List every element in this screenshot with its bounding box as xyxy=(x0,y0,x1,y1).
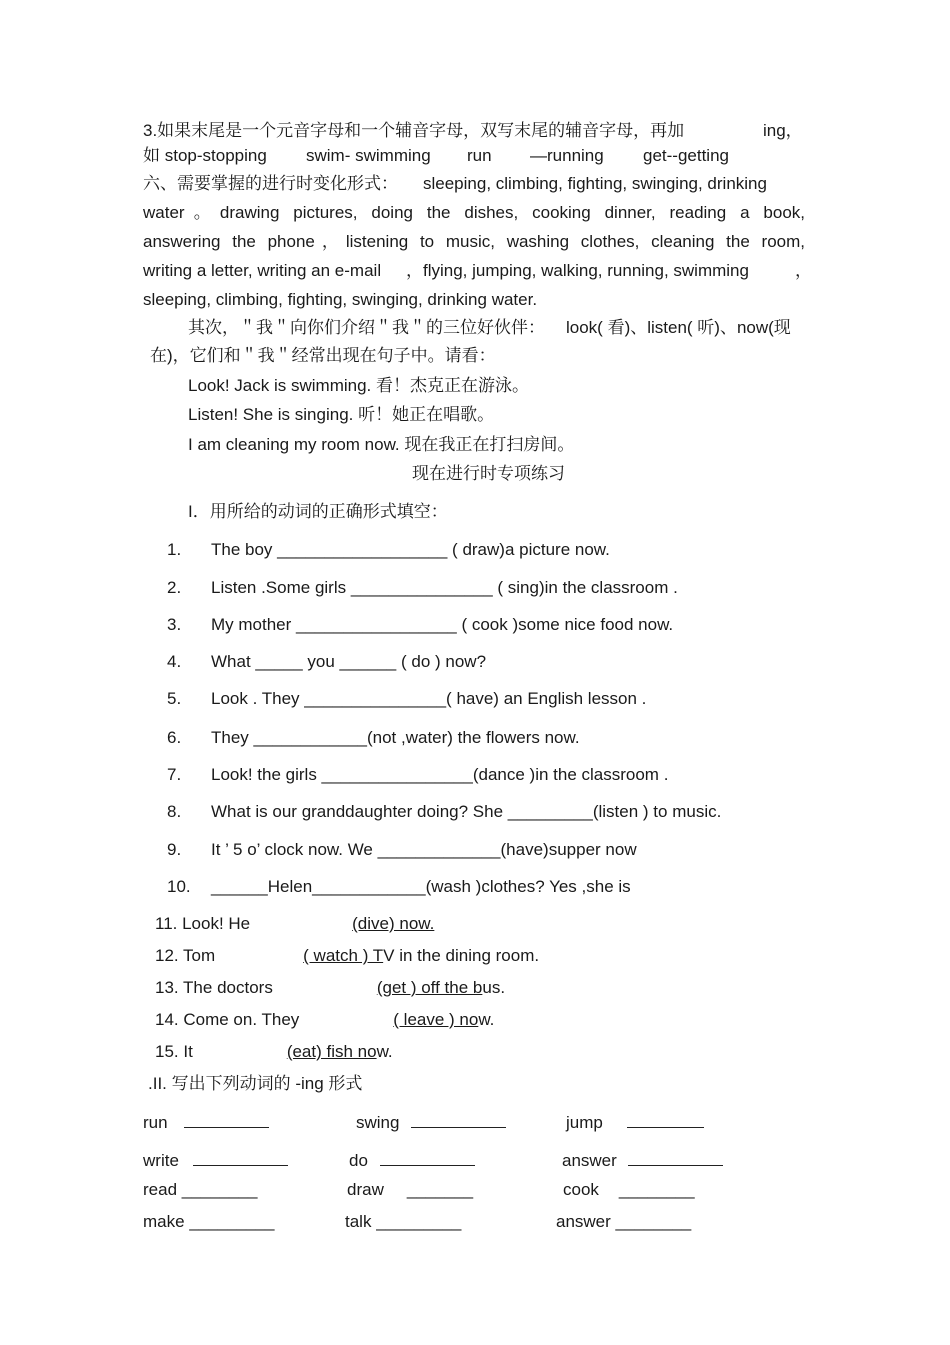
item-suffix: us. xyxy=(482,978,506,997)
exercise-item xyxy=(167,651,486,673)
item-text: It ’ 5 o’ clock now. We _____________(have)supper now xyxy=(211,840,637,859)
answer-blank[interactable]: _________ xyxy=(189,1212,275,1231)
exercise-item xyxy=(155,1009,494,1031)
word-write xyxy=(143,1149,288,1172)
word-draw xyxy=(347,1179,473,1201)
word-make xyxy=(143,1211,274,1233)
answer-blank[interactable]: ________ xyxy=(615,1212,692,1231)
item-answer-line xyxy=(305,978,483,997)
section-six-line-4c: ， xyxy=(795,261,812,280)
word-label: run xyxy=(143,1113,168,1132)
answer-blank[interactable]: ________ xyxy=(618,1180,695,1199)
exercise-item xyxy=(155,913,448,935)
rule3-example-run: run xyxy=(467,146,492,165)
rule3-example-swim: swim- swimming xyxy=(306,146,431,165)
item-number: 8. xyxy=(167,802,182,821)
word-label: answer xyxy=(556,1212,611,1231)
section-six-line-1: sleeping, climbing, fighting, swinging, drinking xyxy=(423,174,767,193)
item-underlined: (get ) off the b xyxy=(376,978,483,997)
exercise-item xyxy=(167,614,673,636)
section-six-label: 六、需要掌握的进行时变化形式： xyxy=(143,174,398,193)
item-number: 6. xyxy=(167,728,182,747)
item-number: 9. xyxy=(167,840,182,859)
item-text: The boy __________________ ( draw)a picture now. xyxy=(211,540,610,559)
item-number: 10. xyxy=(167,877,191,896)
item-suffix: V in the dining room. xyxy=(383,946,540,965)
answer-blank[interactable] xyxy=(628,1149,723,1166)
section-six-line-4b: ，flying, jumping, walking, running, swimming xyxy=(406,261,749,280)
exercise-item xyxy=(155,977,505,999)
word-answer-2 xyxy=(556,1211,691,1233)
word-read xyxy=(143,1179,257,1201)
exercise-item xyxy=(155,945,539,967)
item-answer-line xyxy=(231,946,383,965)
answer-blank[interactable] xyxy=(627,1111,704,1128)
answer-blank[interactable] xyxy=(380,1149,475,1166)
partners-line-c: 在)，它们和＂我＂经常出现在句子中。请看： xyxy=(150,346,496,365)
item-prefix: 13. The doctors xyxy=(155,978,273,997)
item-answer-line xyxy=(321,1010,478,1029)
item-text: They ____________(not ,water) the flowers now. xyxy=(211,728,580,747)
example-look: Look! Jack is swimming. 看！杰克正在游泳。 xyxy=(188,376,529,395)
exercise-item xyxy=(167,577,678,599)
word-label: read xyxy=(143,1180,178,1199)
word-label: draw xyxy=(347,1180,384,1199)
exercise-item xyxy=(167,539,610,561)
section-six-line-2: water。drawing pictures, doing the dishes, cooking dinner, reading a book, xyxy=(143,203,805,222)
word-label: jump xyxy=(566,1113,603,1132)
item-prefix: 14. Come on. They xyxy=(155,1010,300,1029)
item-underlined: ( watch ) T xyxy=(303,946,384,965)
word-answer xyxy=(562,1149,723,1172)
word-label: swing xyxy=(356,1113,400,1132)
rule3-text: 3.如果末尾是一个元音字母和一个辅音字母，双写末尾的辅音字母，再加 xyxy=(143,121,685,140)
item-prefix: 15. It xyxy=(155,1042,193,1061)
item-number: 5. xyxy=(167,689,182,708)
exercise-item xyxy=(155,1041,393,1063)
exercise-item xyxy=(167,727,580,749)
item-number: 1. xyxy=(167,540,182,559)
section2-heading: .II. 写出下列动词的 -ing 形式 xyxy=(148,1074,363,1093)
item-answer-line xyxy=(231,1042,377,1061)
rule3-example-running: —running xyxy=(530,146,604,165)
exercise-item xyxy=(167,764,668,786)
example-now: I am cleaning my room now. 现在我正在打扫房间。 xyxy=(188,435,575,454)
exercise-item xyxy=(167,801,721,823)
word-label: answer xyxy=(562,1151,617,1170)
word-label: talk xyxy=(345,1212,372,1231)
answer-blank[interactable]: ________ xyxy=(181,1180,258,1199)
item-prefix: 11. Look! He xyxy=(155,914,251,933)
rule3-ing: ing， xyxy=(763,121,803,140)
answer-blank[interactable]: _________ xyxy=(376,1212,462,1231)
word-swing xyxy=(356,1111,506,1134)
word-do xyxy=(349,1149,475,1172)
item-text: Look! the girls ________________(dance )in the classroom . xyxy=(211,765,669,784)
section-six-line-4a: writing a letter, writing an e-mail xyxy=(143,261,382,280)
word-cook xyxy=(563,1179,695,1201)
answer-blank[interactable]: _______ xyxy=(406,1180,474,1199)
item-underlined: (dive) now. xyxy=(352,914,435,933)
item-text: My mother _________________ ( cook )some nice food now. xyxy=(211,615,674,634)
exercise-item xyxy=(167,839,637,861)
item-text: What _____ you ______ ( do ) now? xyxy=(211,652,487,671)
answer-blank[interactable] xyxy=(184,1111,269,1128)
example-listen: Listen! She is singing. 听！她正在唱歌。 xyxy=(188,405,495,424)
exercise-item xyxy=(167,688,646,710)
section-six-line-3: answering the phone，listening to music, washing clothes, cleaning the room, xyxy=(143,232,805,251)
answer-blank[interactable] xyxy=(193,1149,288,1166)
item-number: 7. xyxy=(167,765,182,784)
page-title: 现在进行时专项练习 xyxy=(412,464,565,483)
item-text: ______Helen____________(wash )clothes? Yes ,she is xyxy=(211,877,631,896)
word-label: write xyxy=(143,1151,179,1170)
answer-blank[interactable] xyxy=(411,1111,506,1128)
word-label: do xyxy=(349,1151,368,1170)
item-suffix: w. xyxy=(376,1042,393,1061)
item-number: 3. xyxy=(167,615,182,634)
item-answer-line xyxy=(272,914,448,933)
item-text: Listen .Some girls _______________ ( sing)in the classroom . xyxy=(211,578,678,597)
word-label: cook xyxy=(563,1180,599,1199)
section-six-line-5: sleeping, climbing, fighting, swinging, drinking water. xyxy=(143,290,538,309)
word-label: make xyxy=(143,1212,185,1231)
partners-line-a: 其次，＂我＂向你们介绍＂我＂的三位好伙伴： xyxy=(188,318,545,337)
item-suffix: w. xyxy=(478,1010,495,1029)
partners-line-b: look( 看)、listen( 听)、now(现 xyxy=(566,318,791,337)
word-talk xyxy=(345,1211,461,1233)
item-underlined: (eat) fish no xyxy=(286,1042,377,1061)
item-underlined: ( leave ) no xyxy=(393,1010,479,1029)
item-prefix: 12. Tom xyxy=(155,946,216,965)
section1-heading: I．用所给的动词的正确形式填空： xyxy=(188,502,448,521)
item-text: What is our granddaughter doing? She _________(listen ) to music. xyxy=(211,802,722,821)
rule3-example-stop: 如 stop-stopping xyxy=(143,146,267,165)
word-jump xyxy=(566,1111,704,1134)
item-number: 2. xyxy=(167,578,182,597)
item-text: Look . They _______________( have) an English lesson . xyxy=(211,689,647,708)
word-run xyxy=(143,1111,269,1134)
rule3-example-get: get--getting xyxy=(643,146,729,165)
rule3-line xyxy=(143,120,684,142)
item-number: 4. xyxy=(167,652,182,671)
exercise-item xyxy=(167,876,631,898)
